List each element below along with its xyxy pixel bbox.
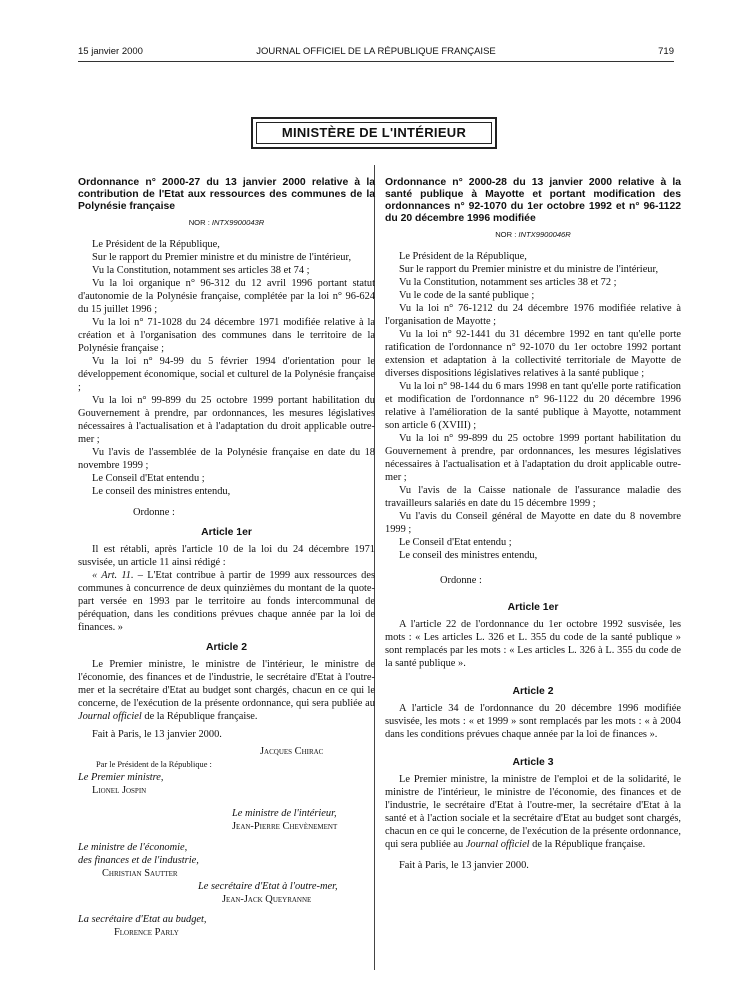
header-date: 15 janvier 2000 [78,46,143,57]
preamble-paragraph: Vu le code de la santé publique ; [399,290,535,301]
article-paragraph [78,569,375,634]
done-at: Fait à Paris, le 13 janvier 2000. [399,860,529,871]
signer-title: La secrétaire d'Etat au budget, [78,914,207,925]
article-text: Le Premier ministre, la ministre de l'emploi et de la solidarité, le ministre de l'intérieur, le ministre de l'économie, des finances et de l'industrie, le secrétaire d'Etat à l'outre-mer, la secrétaire d'Etat à la santé et à l'action sociale et la secrétaire d'Etat au budget sont chargés, chacun en ce qui le concerne, de l'exécution de la présente ordonnance, qui sera publiée au [385,774,681,850]
left-column [78,177,375,939]
signer-name: Jean-Pierre Chevènement [232,821,338,832]
ordonne: Ordonne : [440,575,482,586]
preamble-paragraph: Le Conseil d'Etat entendu ; [92,473,205,484]
article-paragraph: Il est rétabli, après l'article 10 de la loi du 24 décembre 1971 susvisée, un article 11 ainsi rédigé : [78,544,375,568]
ordinance-title: Ordonnance n° 2000-27 du 13 janvier 2000 relative à la contribution de l'Etat aux ressources des communes de la Polynésie française [78,177,375,212]
header-page-number: 719 [658,46,674,57]
preamble [385,250,681,562]
article-paragraph: A l'article 22 de l'ordonnance du 1er octobre 1992 susvisée, les mots : « Les articles L. 326 et L. 355 du code de la santé publique » sont remplacés par les mots : « Les articles L. 326 à L. 355 du code de la santé publique ». [385,619,681,669]
article-title: Article 1er [201,527,252,538]
preamble-paragraph: Le conseil des ministres entendu, [92,486,231,497]
signer-title: Le ministre de l'économie, [78,842,188,853]
signer-name: Christian Sautter [102,868,178,879]
signer-title: Le Premier ministre, [78,772,164,783]
preamble-paragraph: Vu l'avis du Conseil général de Mayotte en date du 8 novembre 1999 ; [385,511,681,535]
article-text: de la République française. [141,711,258,722]
nor-reference [385,228,681,241]
preamble-paragraph: Vu la loi n° 76-1212 du 24 décembre 1976 modifiée relative à l'organisation de Mayotte ; [385,303,681,327]
preamble-paragraph: Vu la loi n° 71-1028 du 24 décembre 1971 modifiée relative à la création et à l'organisation des communes dans le territoire de la Polynésie française ; [78,317,375,354]
article-text: de la République française. [529,839,646,850]
signer-name: Jean-Jack Queyranne [222,894,312,905]
nor-code: INTX9900046R [518,230,571,239]
preamble-paragraph: Vu la loi n° 92-1441 du 31 décembre 1992 en tant qu'elle porte ratification de l'ordonnance n° 92-1070 du 1er octobre 1992 portant extension et adaptation à la collectivité territoriale de Mayotte de diverses dispositions législatives relatives à la santé publique ; [385,329,681,379]
nor-reference [78,216,375,229]
nor-label: NOR : [188,218,212,227]
signer-name: Lionel Jospin [92,785,147,796]
preamble-paragraph: Vu la Constitution, notamment ses articles 38 et 74 ; [92,265,310,276]
ministry-title: MINISTÈRE DE L'INTÉRIEUR [256,122,492,144]
journal-officiel: Journal officiel [465,839,530,850]
preamble-paragraph: Le Conseil d'Etat entendu ; [399,537,512,548]
article-title: Article 2 [205,642,247,653]
nor-label: NOR : [495,230,519,239]
preamble-paragraph: Le conseil des ministres entendu, [399,550,538,561]
article-ref: « Art. 11. [92,570,134,581]
nor-code: INTX9900043R [211,218,265,227]
ordinance-title: Ordonnance n° 2000-28 du 13 janvier 2000 relative à la santé publique à Mayotte et portant modification des ordonnances n° 92-1070 du 1er octobre 1992 et n° 96-1122 du 20 décembre 1996 modifiée [385,177,681,224]
article-title: Article 1er [507,602,559,613]
journal-officiel: Journal officiel [78,711,142,722]
preamble-paragraph: Vu l'avis de la Caisse nationale de l'assurance maladie des travailleurs salariés en date du 15 décembre 1999 ; [385,485,681,509]
article-paragraph [385,773,681,851]
preamble-paragraph: Sur le rapport du Premier ministre et du ministre de l'intérieur, [399,264,659,275]
ministry-box [251,117,497,149]
signer-title: Le ministre de l'intérieur, [232,808,337,819]
article-paragraph [78,658,375,723]
signer-president: Jacques Chirac [260,746,324,757]
signer-name: Florence Parly [114,927,179,938]
preamble-paragraph: Vu la Constitution, notamment ses articles 38 et 72 ; [399,277,617,288]
signer-title: des finances et de l'industrie, [78,855,199,866]
article-text: – L'Etat contribue à partir de 1999 aux ressources des communes à concurrence de deux quinzièmes du montant de la quote-part versée en 1993 par le territoire au fonds intercommunal de péréquation, dans les conditions prévues chaque année par la loi de finances. » [78,570,375,633]
right-column [385,177,681,872]
preamble-paragraph: Vu la loi n° 98-144 du 6 mars 1998 en tant qu'elle porte ratification et modification de l'ordonnance n° 96-1122 du 20 décembre 1996 relative à l'amélioration de la santé publique à Mayotte, notamment son article 6 (XVIII) ; [385,381,681,431]
preamble-paragraph: Vu la loi n° 99-899 du 25 octobre 1999 portant habilitation du Gouvernement à prendre, par ordonnances, les mesures législatives nécessaires à l'actualisation et à l'adaptation du droit applicable outre-mer ; [78,395,375,445]
preamble-paragraph: Vu l'avis de l'assemblée de la Polynésie française en date du 18 novembre 1999 ; [78,447,375,471]
article-text: Le Premier ministre, le ministre de l'intérieur, le ministre de l'économie, des finances et de l'industrie, le secrétaire d'Etat à l'outre-mer et la secrétaire d'Etat au budget sont chargés, chacun en ce qui le concerne, de l'exécution de la présente ordonnance, qui sera publiée au [78,659,375,709]
signer-title: Le secrétaire d'Etat à l'outre-mer, [198,881,338,892]
preamble-paragraph: Vu la loi n° 99-899 du 25 octobre 1999 portant habilitation du Gouvernement à prendre, par ordonnances, les mesures législatives nécessaires à l'actualisation et à l'adaptation du droit applicable outre-mer ; [385,433,681,483]
header-journal-title: JOURNAL OFFICIEL DE LA RÉPUBLIQUE FRANÇAISE [256,46,496,57]
article-paragraph: A l'article 34 de l'ordonnance du 20 décembre 1996 modifiée susvisée, les mots : « et 1999 » sont remplacés par les mots : « à 2004 dans les conditions prévues chaque année par la loi de finances ». [385,703,681,740]
header-rule [78,61,674,62]
by-president: Par le Président de la République : [96,760,212,769]
preamble-paragraph: Vu la loi n° 94-99 du 5 février 1994 d'orientation pour le développement économique, social et culturel de la Polynésie française ; [78,356,375,393]
preamble-paragraph: Le Président de la République, [399,251,527,262]
preamble [78,238,375,498]
preamble-paragraph: Le Président de la République, [92,239,220,250]
preamble-paragraph: Sur le rapport du Premier ministre et du ministre de l'intérieur, [92,252,352,263]
running-header [78,46,674,60]
preamble-paragraph: Vu la loi organique n° 96-312 du 12 avril 1996 portant statut d'autonomie de la Polynésie française, complétée par la loi n° 96-624 du 15 juillet 1996 ; [78,278,375,315]
article-title: Article 2 [512,686,554,697]
ordonne: Ordonne : [133,507,175,518]
article-title: Article 3 [512,757,554,768]
done-at: Fait à Paris, le 13 janvier 2000. [92,729,222,740]
